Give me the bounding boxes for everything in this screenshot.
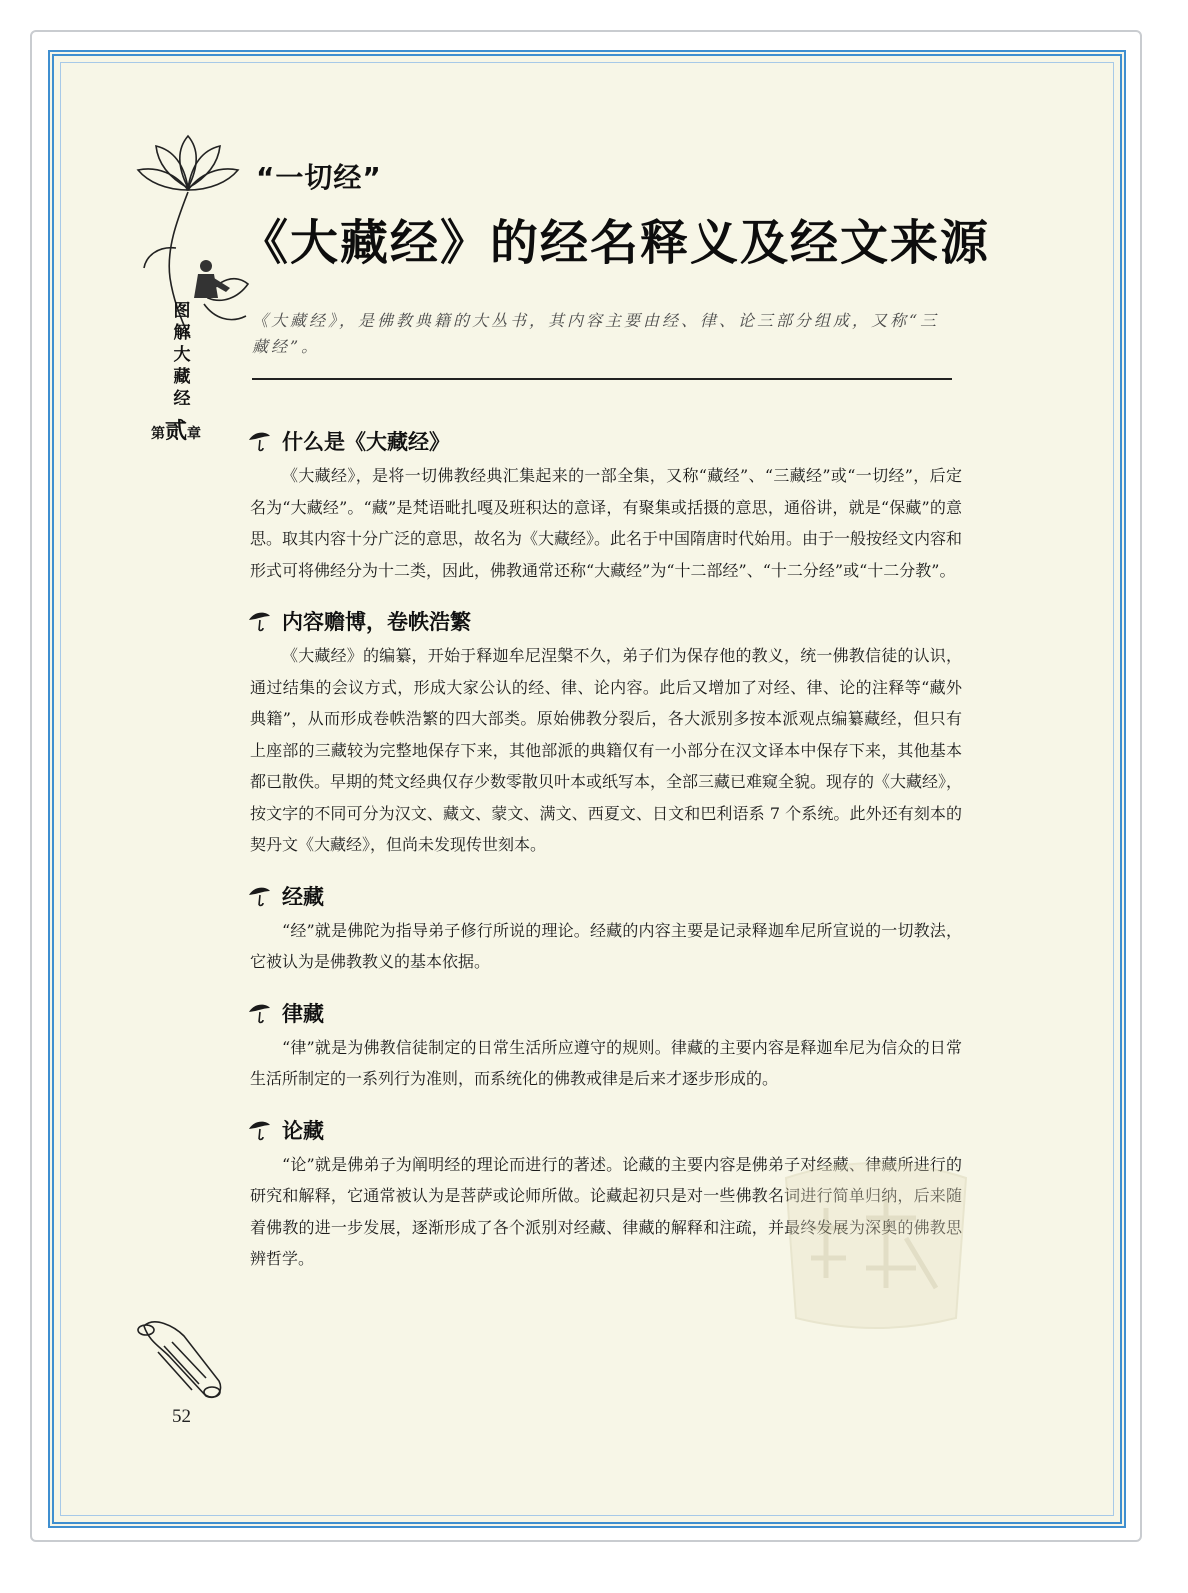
section-title: 律藏 xyxy=(282,1001,324,1026)
page-number: 52 xyxy=(172,1406,191,1427)
side-title-char: 藏 xyxy=(173,367,191,387)
section-title: 什么是《大藏经》 xyxy=(282,430,450,454)
side-title-char: 图 xyxy=(173,301,191,321)
section-paragraph: “律”就是为佛教信徒制定的日常生活所应遵守的规则。律藏的主要内容是释迦牟尼为信众的日常生活所制定的一系列行为准则，而系统化的佛教戒律是后来才逐步形成的。 xyxy=(250,1037,962,1088)
section-leaf-icon xyxy=(246,883,272,909)
section-vinaya-pitaka xyxy=(246,996,962,1095)
chapter-suffix: 章 xyxy=(187,426,201,442)
section-what-is xyxy=(246,424,962,586)
section-paragraph: 《大藏经》的编纂，开始于释迦牟尼涅槃不久，弟子们为保存他的教义，统一佛教信徒的认识，通过结集的会议方式，形成大家公认的经、律、论内容。此后又增加了对经、律、论的注释等“藏外典籍”，从而形成卷帙浩繁的四大部类。原始佛教分裂后，各大派别多按本派观点编纂藏经，但只有上座部的三藏较为完整地保存下来，其他部派的典籍仅有一小部分在汉文译本中保存下来，其他基本都已散佚。早期的梵文经典仅存少数零散贝叶本或纸写本，全部三藏已难窥全貌。现存的《大藏经》，按文字的不同可分为汉文、藏文、蒙文、满文、西夏文、日文和巴利语系 7 个系统。此外还有刻本的契丹文《大藏经》，但尚未发现传世刻本。 xyxy=(250,646,963,854)
header-divider xyxy=(252,378,952,380)
section-paragraph: “经”就是佛陀为指导弟子修行所说的理论。经藏的内容主要是记录释迦牟尼所宣说的一切教法，它被认为是佛教教义的基本依据。 xyxy=(250,920,962,971)
section-heading xyxy=(246,879,962,913)
side-title-char: 经 xyxy=(173,389,191,409)
section-leaf-icon xyxy=(246,608,272,634)
intro-text: 《大藏经》，是佛教典籍的大丛书，其内容主要由经、律、论三部分组成，又称“三藏经”。 xyxy=(252,311,940,356)
section-title: 内容赡博，卷帙浩繁 xyxy=(282,610,471,634)
section-paragraph: “论”就是佛弟子为阐明经的理论而进行的著述。论藏的主要内容是佛弟子对经藏、律藏所进行的研究和解释，它通常被认为是菩萨或论师所做。论藏起初只是对一些佛教名词进行简单归纳，后来随着佛教的进一步发展，逐渐形成了各个派别对经藏、律藏的解释和注疏，并最终发展为深奥的佛教思辨哲学。 xyxy=(250,1154,962,1268)
subheading: “一切经” xyxy=(256,161,382,194)
book-page xyxy=(48,50,1126,1528)
section-leaf-icon xyxy=(246,1000,272,1026)
page-title: 《大藏经》的经名释义及经文来源 xyxy=(240,215,991,271)
section-leaf-icon xyxy=(246,1117,272,1143)
section-leaf-icon xyxy=(246,428,272,454)
section-title: 论藏 xyxy=(282,1118,324,1143)
side-book-title xyxy=(162,300,202,410)
section-heading xyxy=(246,424,962,458)
chapter-prefix: 第 xyxy=(150,426,165,442)
chapter-label xyxy=(142,414,210,445)
section-content-scope xyxy=(246,604,962,861)
side-title-char: 大 xyxy=(173,345,191,365)
section-heading xyxy=(246,1113,962,1147)
section-title: 经藏 xyxy=(282,884,324,909)
section-heading xyxy=(246,604,962,638)
section-heading xyxy=(246,996,962,1030)
seal-stamp-icon xyxy=(766,1148,986,1338)
section-sutra-pitaka xyxy=(246,879,962,978)
chapter-number: 贰 xyxy=(164,418,187,444)
scroll-ornament-icon xyxy=(124,1306,234,1416)
section-paragraph: 《大藏经》，是将一切佛教经典汇集起来的一部全集，又称“藏经”、“三藏经”或“一切经”，后定名为“大藏经”。“藏”是梵语毗扎嘎及班积达的意译，有聚集或括摄的意思，通俗讲，就是“保藏”的意思。取其内容十分广泛的意思，故名为《大藏经》。此名于中国隋唐时代始用。由于一般按经文内容和形式可将佛经分为十二类，因此，佛教通常还称“大藏经”为“十二部经”、“十二分经”或“十二分教”。 xyxy=(250,466,963,580)
side-title-char: 解 xyxy=(173,323,191,343)
